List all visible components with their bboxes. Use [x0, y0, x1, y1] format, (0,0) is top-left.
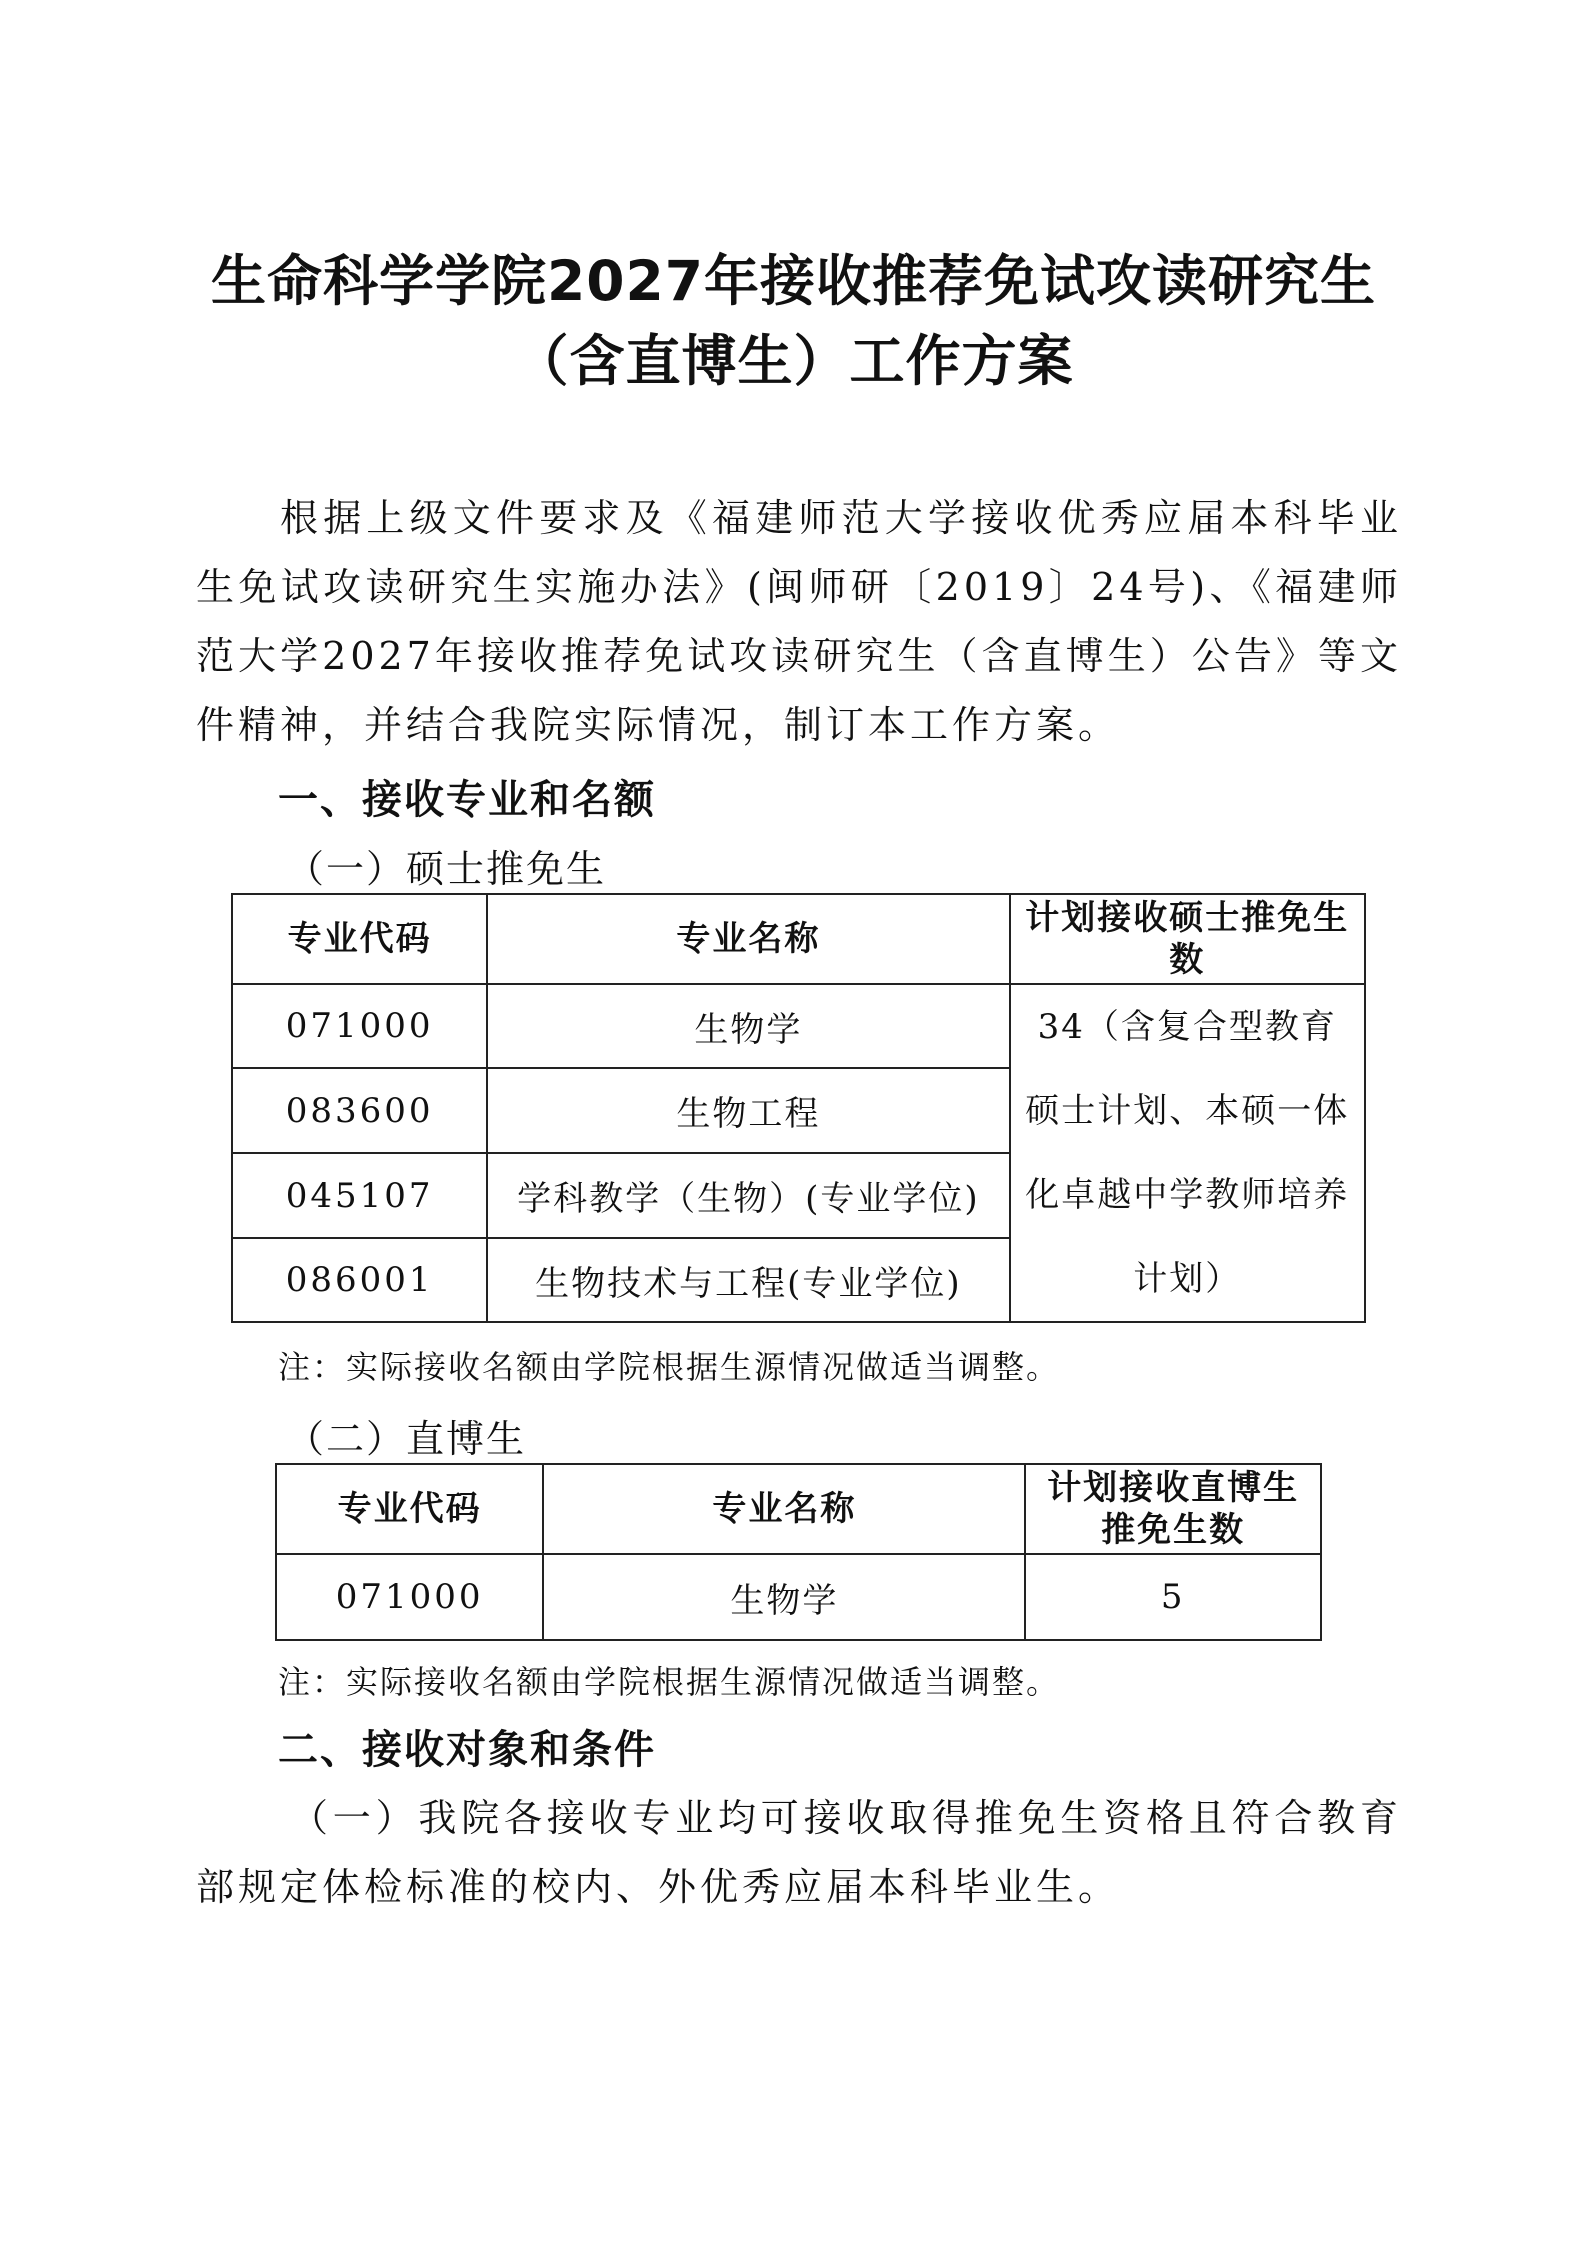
table-row: [276, 1554, 1321, 1640]
masters-subheading: （一）硕士推免生: [286, 847, 607, 891]
masters-note: 注：实际接收名额由学院根据生源情况做适当调整。: [278, 1348, 1061, 1386]
row-code: 045107: [232, 1153, 487, 1238]
phd-note: 注：实际接收名额由学院根据生源情况做适当调整。: [278, 1663, 1061, 1701]
table-header-row: [276, 1464, 1321, 1554]
row-name: 生物学: [487, 984, 1009, 1068]
row-code: 071000: [276, 1554, 543, 1640]
header-name: 专业名称: [543, 1464, 1025, 1554]
row-code: 083600: [232, 1068, 487, 1153]
document-title-line1: 生命科学学院2027年接收推荐免试攻读研究生: [210, 249, 1377, 313]
header-name: 专业名称: [487, 894, 1009, 984]
row-name: 生物技术与工程(专业学位): [487, 1238, 1009, 1322]
section2-item1: （一）我院各接收专业均可接收取得推免生资格且符合教育部规定体检标准的校内、外优秀应届本科毕业生。: [196, 1796, 1402, 1909]
section2-heading: 二、接收对象和条件: [278, 1727, 656, 1773]
masters-quota-cell: 34（含复合型教育硕士计划、本硕一体化卓越中学教师培养计划）: [1010, 984, 1365, 1322]
header-quota: 计划接收直博生推免生数: [1025, 1464, 1321, 1554]
table-header-row: [232, 894, 1365, 984]
row-name: 生物工程: [487, 1068, 1009, 1153]
row-name: 生物学: [543, 1554, 1025, 1640]
header-code: 专业代码: [276, 1464, 543, 1554]
masters-quota-table: [231, 893, 1366, 1323]
phd-quota-table: [275, 1463, 1322, 1641]
row-code: 071000: [232, 984, 487, 1068]
document-title-line2: （含直博生）工作方案: [513, 329, 1074, 393]
header-quota: 计划接收硕士推免生数: [1010, 894, 1365, 984]
table-row: [232, 984, 1365, 1068]
row-code: 086001: [232, 1238, 487, 1322]
row-quota: 5: [1025, 1554, 1321, 1640]
section1-heading: 一、接收专业和名额: [278, 777, 656, 823]
intro-paragraph: 根据上级文件要求及《福建师范大学接收优秀应届本科毕业生免试攻读研究生实施办法》(闽师研〔2019〕24号)、《福建师范大学2027年接收推荐免试攻读研究生（含直博生）公告》等文件精神，并结合我院实际情况，制订本工作方案。: [196, 496, 1402, 747]
row-name: 学科教学（生物）(专业学位): [487, 1153, 1009, 1238]
header-code: 专业代码: [232, 894, 487, 984]
phd-subheading: （二）直博生: [286, 1417, 527, 1461]
